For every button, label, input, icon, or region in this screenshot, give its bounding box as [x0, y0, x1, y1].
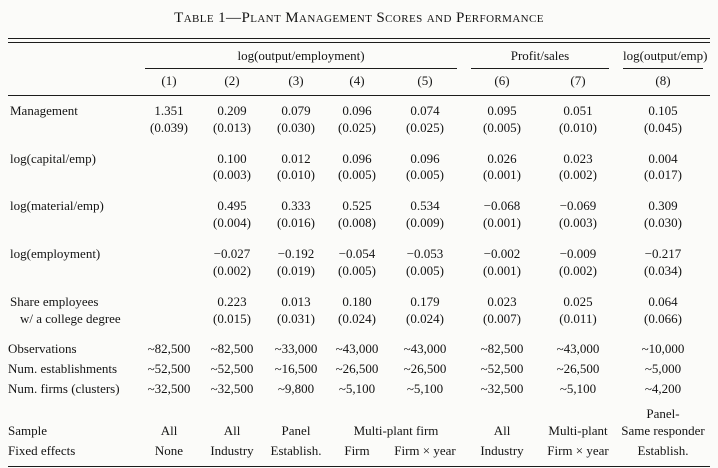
table-cell: −0.054	[338, 246, 376, 262]
table-cell: (0.025)	[406, 119, 444, 135]
table-cell	[138, 244, 200, 263]
table-cell: 0.023	[563, 150, 593, 166]
table-cell: Firm × year	[394, 443, 456, 459]
table-cell: ~5,100	[559, 380, 597, 396]
sample-col8-line1: Panel-	[646, 406, 680, 422]
table-cell: 0.096	[342, 150, 372, 166]
table-cell: All	[223, 423, 241, 439]
table-cell: −0.069	[559, 198, 597, 214]
footer-section	[8, 399, 710, 466]
table-row	[8, 149, 710, 168]
table-row	[8, 167, 710, 185]
table-cell: −0.053	[406, 246, 444, 262]
table-cell: ~5,100	[406, 380, 444, 396]
table-cell: −0.009	[559, 246, 597, 262]
table-cell	[138, 196, 200, 215]
empty-header-cell	[8, 43, 138, 69]
table-cell: Firm	[344, 443, 370, 459]
table-cell: (0.005)	[406, 167, 444, 183]
table-cell: (0.002)	[213, 263, 251, 279]
table-row	[8, 120, 710, 138]
table-cell: (0.024)	[406, 310, 444, 326]
table-cell: Firm × year	[547, 443, 609, 459]
table-cell: (0.001)	[483, 263, 521, 279]
table-cell	[138, 149, 200, 168]
table-cell: ~32,500	[480, 380, 524, 396]
coefficients-section	[8, 95, 710, 339]
table-cell: (0.001)	[483, 215, 521, 231]
table-cell: 0.105	[648, 102, 678, 118]
table-cell: (0.030)	[644, 215, 682, 231]
table-row	[8, 196, 710, 215]
table-row	[8, 311, 710, 329]
table-cell: 0.180	[342, 293, 372, 309]
table-cell: All	[160, 423, 178, 439]
table-cell: Establish.	[637, 443, 689, 459]
table-row	[8, 215, 710, 233]
table-cell	[138, 311, 200, 329]
sample-col8-line2: Same responder	[621, 423, 705, 439]
row-label: w/ a college degree	[20, 310, 121, 326]
table-cell: (0.003)	[559, 215, 597, 231]
table-cell: (0.025)	[338, 119, 376, 135]
table-cell: Industry	[480, 443, 524, 459]
table-cell: 0.026	[487, 150, 517, 166]
table-cell: (0.008)	[338, 215, 376, 231]
table-cell: 0.209	[217, 102, 247, 118]
table-cell: None	[154, 443, 184, 459]
table-cell: (0.019)	[277, 263, 315, 279]
table-cell: ~82,500	[480, 341, 524, 357]
row-label: log(material/emp)	[10, 198, 104, 214]
row-label	[8, 215, 138, 233]
table-cell: Industry	[210, 443, 254, 459]
table-cell-panel-same-responder	[616, 405, 710, 441]
table-cell: 1.351	[154, 102, 184, 118]
table-cell: (0.030)	[277, 119, 315, 135]
column-number: (7)	[540, 69, 616, 95]
table-cell: 0.495	[217, 198, 247, 214]
table-cell: Establish.	[270, 443, 322, 459]
spacer-row	[8, 233, 710, 244]
table-cell: 0.064	[648, 293, 678, 309]
table-cell	[138, 215, 200, 233]
table-cell: ~82,500	[147, 341, 191, 357]
row-label-fixed-effects: Fixed effects	[8, 443, 76, 459]
table-cell: 0.013	[281, 293, 311, 309]
column-number: (6)	[464, 69, 540, 95]
table-cell: (0.007)	[483, 310, 521, 326]
table-cell: ~43,000	[403, 341, 447, 357]
table-cell: (0.003)	[213, 167, 251, 183]
table-cell: (0.034)	[644, 263, 682, 279]
table-cell: 0.179	[410, 293, 440, 309]
table-cell: (0.005)	[406, 263, 444, 279]
row-label	[8, 263, 138, 281]
column-number: (4)	[328, 69, 386, 95]
table-cell	[138, 167, 200, 185]
column-number: (5)	[386, 69, 464, 95]
fixed-effects-row	[8, 441, 710, 466]
empty-header-cell	[8, 69, 138, 95]
table-cell: (0.010)	[559, 119, 597, 135]
table-cell: (0.002)	[559, 263, 597, 279]
row-label: log(employment)	[10, 246, 101, 262]
table-row	[8, 360, 710, 380]
column-group-header-log-output-employment: log(output/employment)	[145, 48, 457, 69]
row-label	[8, 120, 138, 138]
row-label: Observations	[8, 341, 77, 357]
table-cell: 0.023	[487, 293, 517, 309]
table-cell: (0.009)	[406, 215, 444, 231]
table-cell: Multi-plant	[548, 423, 608, 439]
table-row	[8, 95, 710, 119]
table-cell: (0.017)	[644, 167, 682, 183]
table-cell: 0.025	[563, 293, 593, 309]
table-cell: 0.051	[563, 102, 593, 118]
table-cell: ~52,500	[147, 361, 191, 377]
table-cell: (0.002)	[559, 167, 597, 183]
table-cell: (0.045)	[644, 119, 682, 135]
table-cell: 0.096	[410, 150, 440, 166]
spacer-row	[8, 329, 710, 340]
spacer-row	[8, 185, 710, 196]
table-cell: ~32,500	[147, 380, 191, 396]
table-cell: ~5,100	[338, 380, 376, 396]
statistics-section	[8, 340, 710, 400]
row-label: Management	[10, 102, 78, 118]
column-number-row	[8, 69, 710, 95]
table-cell: −0.068	[483, 198, 521, 214]
table-cell-multiplant-firm: Multi-plant firm	[353, 423, 439, 439]
column-group-header-profit-sales: Profit/sales	[471, 48, 609, 69]
table-cell: (0.031)	[277, 310, 315, 326]
table-cell	[138, 263, 200, 281]
row-label: Num. establishments	[8, 361, 118, 377]
results-table	[8, 43, 710, 466]
table-cell: −0.002	[483, 246, 521, 262]
table-cell: All	[493, 423, 511, 439]
table-header	[8, 43, 710, 95]
table-row	[8, 292, 710, 311]
table-cell: −0.192	[277, 246, 315, 262]
table-cell: (0.015)	[213, 310, 251, 326]
table-cell: ~16,500	[274, 361, 318, 377]
column-group-row	[8, 43, 710, 69]
column-number: (1)	[138, 69, 200, 95]
table-title: Table 1—Plant Management Scores and Performance	[174, 10, 544, 26]
table-cell: ~9,800	[277, 380, 315, 396]
row-label: Share employees	[10, 293, 99, 309]
table-cell: 0.012	[281, 150, 311, 166]
table-cell: ~26,500	[556, 361, 600, 377]
table-cell: ~10,000	[641, 341, 685, 357]
table-cell: ~52,500	[210, 361, 254, 377]
table-cell: 0.004	[648, 150, 678, 166]
table-cell: Panel	[281, 423, 311, 439]
table-cell: (0.005)	[338, 167, 376, 183]
table-row	[8, 340, 710, 360]
table-cell: −0.027	[213, 246, 251, 262]
row-label: Num. firms (clusters)	[8, 380, 120, 396]
table-row	[8, 244, 710, 263]
spacer-row	[8, 138, 710, 149]
table-cell: (0.005)	[483, 119, 521, 135]
table-cell: (0.066)	[644, 310, 682, 326]
table-cell: 0.525	[342, 198, 372, 214]
table-cell: 0.096	[342, 102, 372, 118]
table-cell: ~52,500	[480, 361, 524, 377]
table-cell: 0.309	[648, 198, 678, 214]
table-cell: ~82,500	[210, 341, 254, 357]
table-cell	[138, 292, 200, 311]
table-row	[8, 263, 710, 281]
column-group-header-log-output-emp: log(output/emp)	[623, 48, 703, 69]
table-cell: (0.013)	[213, 119, 251, 135]
table-cell: ~26,500	[403, 361, 447, 377]
table-cell: 0.333	[281, 198, 311, 214]
row-label: log(capital/emp)	[10, 150, 96, 166]
spacer-row	[8, 281, 710, 292]
table-cell: −0.217	[644, 246, 682, 262]
row-label	[8, 167, 138, 185]
table-cell: (0.005)	[338, 263, 376, 279]
table-cell: (0.004)	[213, 215, 251, 231]
table-cell: ~43,000	[335, 341, 379, 357]
table-cell: ~43,000	[556, 341, 600, 357]
column-number: (2)	[200, 69, 264, 95]
table-cell: (0.010)	[277, 167, 315, 183]
table-cell: ~32,500	[210, 380, 254, 396]
table-cell: 0.095	[487, 102, 517, 118]
table-row	[8, 379, 710, 399]
table-cell: ~33,000	[274, 341, 318, 357]
table-cell: ~26,500	[335, 361, 379, 377]
table-cell: ~5,000	[644, 361, 682, 377]
table-cell: 0.074	[410, 102, 440, 118]
column-number: (8)	[616, 69, 710, 95]
sample-row	[8, 405, 710, 441]
table-cell: 0.534	[410, 198, 440, 214]
table-cell: 0.079	[281, 102, 311, 118]
row-label-sample: Sample	[8, 423, 47, 439]
table-cell: (0.016)	[277, 215, 315, 231]
bottom-rule	[8, 466, 710, 467]
table-cell: (0.001)	[483, 167, 521, 183]
table-cell: ~4,200	[644, 380, 682, 396]
table-cell: 0.100	[217, 150, 247, 166]
table-cell: (0.011)	[559, 310, 597, 326]
table-cell: 0.223	[217, 293, 247, 309]
table-cell: (0.039)	[150, 119, 188, 135]
column-number: (3)	[264, 69, 328, 95]
table-cell: (0.024)	[338, 310, 376, 326]
